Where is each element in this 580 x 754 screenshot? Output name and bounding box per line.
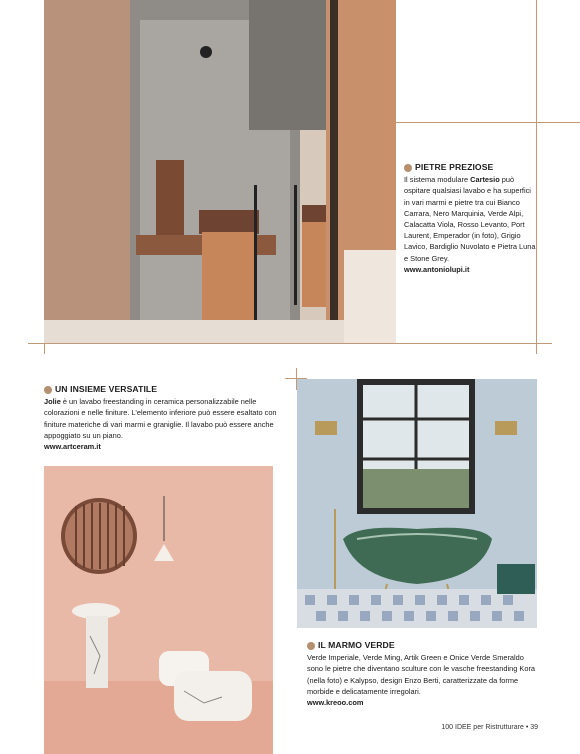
bullet-dot-icon [307,642,315,650]
right-rule [536,0,537,352]
section-2-product: Jolie [44,397,61,407]
top-rule [396,122,580,123]
bullet-dot-icon [44,386,52,394]
photo-jolie-illustration [44,466,273,754]
caption-title [44,384,278,395]
section-2-body [44,396,278,441]
photo-jolie-washbasin [44,466,273,754]
section-2-title: UN INSIEME VERSATILE [55,384,158,394]
section-1-product: Cartesio [470,175,500,185]
section-1-body-text: può ospitare qualsiasi lavabo e ha superfici in vari marmi e pietre tra cui Bianco Carrara, Nero Marquinia, Verde Alpi, Calacatta Viola, Rosso Levanto, Port Laurent, Emperador (in foto), Grigio Lavico, Bardiglio Nuvolato e Pietra Luna e Stone Grey. [404,175,536,263]
caption-marmo-verde [307,640,537,708]
caption-insieme-versatile [44,384,278,452]
section-1-body-prefix: Il sistema modulare [404,175,471,185]
photo-cartesio-bathroom [44,0,396,343]
section-3-title: IL MARMO VERDE [318,640,395,650]
caption-title [404,162,536,173]
section-2-body-text: è un lavabo freestanding in ceramica personalizzabile nelle colorazioni e nelle finiture. L’elemento inferiore può essere esaltato con finiture materiche di vari marmi e graniglie. Il lavabo può essere anche appoggiato su un piano. [44,397,277,440]
section-1-body [404,174,536,264]
caption-pietre-preziose [404,162,536,275]
mid-rule [28,343,552,344]
photo-cartesio-illustration [44,0,396,343]
photo-kora-bathtub [297,379,537,628]
bullet-dot-icon [404,164,412,172]
photo-kora-illustration [297,379,537,628]
right-rule-mid [536,330,537,354]
page-folio: 100 IDEE per Ristrutturare • 39 [441,724,538,731]
caption-title [307,640,537,651]
section-2-url[interactable]: www.artceram.it [44,442,101,452]
section-1-title: PIETRE PREZIOSE [415,162,494,172]
section-1-url[interactable]: www.antoniolupi.it [404,264,470,274]
section-3-body: Verde Imperiale, Verde Ming, Artik Green e Onice Verde Smeraldo sono le pietre che diventano sculture con le vasche freestanding Kora (nella foto) e Kalypso, design Enzo Berti, caratterizzate da forme morbide e delicatamente irregolari. [307,653,536,696]
section-3-url[interactable]: www.kreoo.com [307,698,364,708]
